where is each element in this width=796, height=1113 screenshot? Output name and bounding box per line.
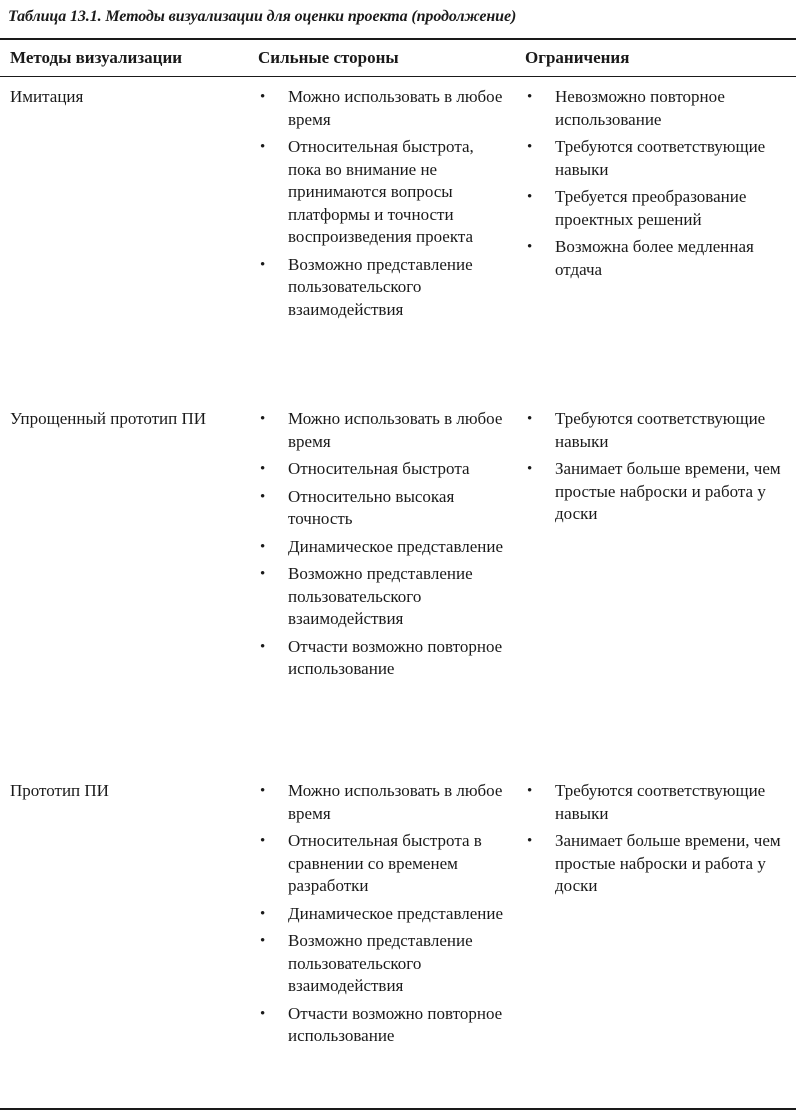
bullet-icon: • — [527, 189, 533, 205]
bullet-icon: • — [260, 488, 266, 505]
limitation-item — [525, 780, 796, 825]
table-caption: Таблица 13.1. Методы визуализации для оценки проекта (продолжение) — [8, 8, 517, 25]
header-limitations: Ограничения — [525, 48, 630, 67]
strength-item — [258, 458, 508, 481]
strength-text: Относительно высокая точность — [288, 486, 455, 528]
bullet-icon: • — [260, 905, 266, 922]
table-row — [0, 86, 796, 408]
header-rule — [0, 76, 796, 77]
strength-text: Динамическое представление — [288, 536, 504, 556]
bullet-icon: • — [260, 638, 266, 655]
strength-item — [258, 780, 508, 825]
strength-text: Относительная быстрота в сравнении со временем разработки — [288, 831, 482, 895]
bullet-icon: • — [260, 783, 266, 799]
strength-item — [258, 254, 508, 322]
limitation-item — [525, 136, 796, 181]
limitation-text: Требуется преобразование проектных решений — [555, 187, 747, 229]
table-body — [0, 86, 796, 1110]
bullet-icon: • — [260, 1005, 266, 1022]
strength-item — [258, 636, 508, 681]
strength-item — [258, 486, 508, 531]
header-strengths: Сильные стороны — [258, 48, 399, 67]
limitations-cell — [525, 408, 796, 531]
limitations-list — [525, 780, 796, 898]
strength-item — [258, 1003, 508, 1048]
method-name: Прототип ПИ — [10, 781, 109, 800]
strength-text: Возможно представление пользовательского взаимодействия — [288, 931, 473, 995]
strength-item — [258, 136, 508, 249]
bullet-icon: • — [527, 139, 533, 155]
limitation-text: Требуются соответствующие навыки — [555, 781, 766, 823]
strength-text: Отчасти возможно повторное использование — [288, 636, 503, 678]
strength-item — [258, 830, 508, 898]
bullet-icon: • — [260, 566, 266, 582]
limitation-text: Занимает больше времени, чем простые наброски и работа у доски — [555, 459, 781, 523]
limitations-list — [525, 408, 796, 526]
bottom-rule — [0, 1108, 796, 1110]
strength-text: Динамическое представление — [288, 903, 504, 923]
bullet-icon: • — [260, 538, 266, 555]
method-name: Имитация — [10, 87, 84, 106]
bullet-icon: • — [260, 833, 266, 849]
limitation-item — [525, 86, 796, 131]
strength-item — [258, 563, 508, 631]
bullet-icon: • — [527, 89, 533, 105]
bullet-icon: • — [527, 239, 533, 255]
strengths-cell — [258, 780, 508, 1053]
table-row — [0, 780, 796, 1110]
limitation-text: Требуются соответствующие навыки — [555, 137, 766, 179]
limitation-text: Занимает больше времени, чем простые наброски и работа у доски — [555, 831, 781, 895]
strengths-list — [258, 408, 508, 681]
method-name: Упрощенный прототип ПИ — [10, 409, 207, 428]
strength-item — [258, 536, 508, 559]
limitations-cell — [525, 86, 796, 286]
strength-text: Можно использовать в любое время — [288, 409, 503, 451]
limitation-text: Требуются соответствующие навыки — [555, 409, 766, 451]
limitations-list — [525, 86, 796, 281]
strengths-cell — [258, 86, 508, 326]
strength-text: Отчасти возможно повторное использование — [288, 1003, 503, 1045]
bullet-icon: • — [260, 89, 266, 105]
strengths-cell — [258, 408, 508, 686]
limitation-item — [525, 236, 796, 281]
limitation-item — [525, 408, 796, 453]
strength-text: Возможно представление пользовательского взаимодействия — [288, 564, 473, 628]
strengths-list — [258, 780, 508, 1048]
strength-text: Относительная быстрота — [288, 459, 470, 478]
bullet-icon: • — [260, 256, 266, 273]
strength-item — [258, 930, 508, 998]
strength-text: Можно использовать в любое время — [288, 781, 503, 823]
bullet-icon: • — [527, 833, 533, 849]
strength-text: Можно использовать в любое время — [288, 87, 503, 129]
strengths-list — [258, 86, 508, 321]
bullet-icon: • — [527, 783, 533, 799]
strength-text: Относительная быстрота, пока во внимание не принимаются вопросы платформы и точности воспроизведения проекта — [288, 137, 474, 246]
top-rule — [0, 38, 796, 40]
bullet-icon: • — [260, 461, 266, 477]
bullet-icon: • — [260, 411, 266, 427]
table-row — [0, 408, 796, 780]
limitation-item — [525, 186, 796, 231]
limitation-text: Возможна более медленная отдача — [555, 237, 754, 279]
strength-item — [258, 903, 508, 926]
limitation-item — [525, 830, 796, 898]
strength-text: Возможно представление пользовательского взаимодействия — [288, 254, 473, 319]
strength-item — [258, 408, 508, 453]
bullet-icon: • — [527, 411, 533, 427]
limitation-item — [525, 458, 796, 526]
header-methods: Методы визуализации — [10, 48, 183, 67]
table-header — [0, 48, 796, 72]
bullet-icon: • — [260, 139, 266, 155]
strength-item — [258, 86, 508, 131]
bullet-icon: • — [260, 933, 266, 949]
limitations-cell — [525, 780, 796, 903]
limitation-text: Невозможно повторное использование — [555, 87, 725, 129]
bullet-icon: • — [527, 461, 533, 477]
